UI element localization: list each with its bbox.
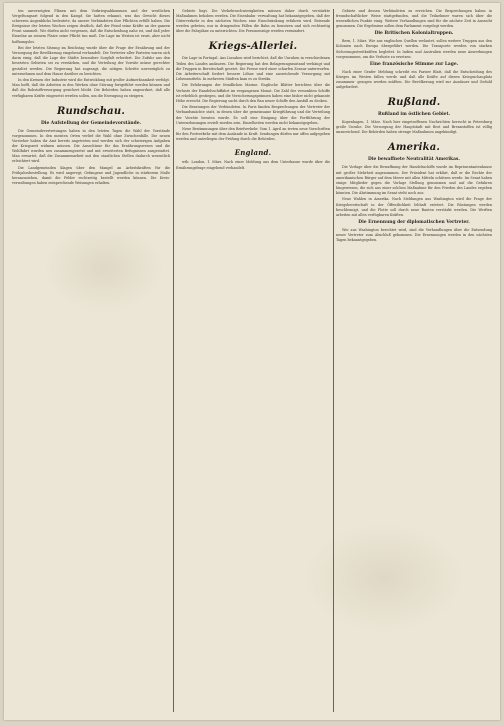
article-paragraph bbox=[12, 9, 170, 45]
text-line: für die Frühjahrsbestellung. Es wird angeregt, Gefangene bbox=[12, 165, 170, 175]
article-paragraph bbox=[336, 9, 492, 29]
text-line: Die Erfahrungen der feindlichen Marine. Englische Blätter bbox=[182, 83, 293, 88]
text-line: die Felder rechtzeitig bestellt werden können. Die Kreis- bbox=[55, 175, 170, 180]
text-line: haben angeordnet, daß alle verfügbaren Kräfte eingesetzt bbox=[12, 88, 170, 98]
text-line: großer Aufmerksamkeit verfolgt. Man hofft, daß die Arbeiten bbox=[12, 78, 170, 88]
text-line: fordert bessere Löhne und eine ausreichende Versorgung bbox=[212, 71, 322, 76]
text-line: wurden neu zusammengesetzt und mit erweiterten Befugnissen bbox=[30, 148, 146, 153]
column-divider bbox=[173, 9, 174, 712]
section-heading: England. bbox=[234, 148, 272, 158]
text-line: muß. Die Lage im Westen ist ernst, aber nicht hoffnungslos. bbox=[12, 34, 170, 44]
text-line: Bei der letzten Sitzung im Reichstag wurde über die Frage bbox=[18, 46, 127, 51]
text-line: Auslande in Kraft. Sendungen dürfen nur offen aufgegeben bbox=[227, 132, 330, 137]
text-line: treten neue Vorschriften für den Postverkehr mit dem bbox=[176, 127, 330, 137]
text-line: haben in freundschaftlicher Weise stattgefunden, und die bbox=[336, 9, 492, 19]
text-line: bedeutete, da unsere Verbündeten ihre Pflichten erfüllt bbox=[52, 19, 150, 24]
article-paragraph bbox=[336, 197, 492, 217]
article-subheading: Die Aufstellung der Gemeindevorstände. bbox=[40, 120, 142, 126]
text-line: sollen weitere Truppen aus den Kolonien nach Europa bbox=[336, 39, 492, 49]
text-line: der westlichen Vergeltungsart folgend in den Kampf. Sie bbox=[12, 9, 170, 19]
text-line: Neue Wahlen in Amerika. Nach Meldungen aus Washington bbox=[342, 197, 454, 202]
text-line: Die Behörden haben strenge Maßnahmen angekündigt. bbox=[361, 130, 458, 135]
text-line: könnten. Die Abstimmung im Senat steht noch aus. bbox=[336, 190, 425, 195]
text-line: und daß jeder Einzelne an seinem Platze seine Pflicht tun bbox=[12, 29, 170, 39]
text-line: der Ernährung und der Versorgung der Bevölkerung eingehend bbox=[12, 46, 170, 56]
text-line: und die Verteilung der Vorräte müsse gerechter gestaltet bbox=[12, 61, 170, 71]
text-line: im Repräsentantenhause mit großer Mehrheit angenommen. bbox=[336, 165, 492, 175]
text-line: Hauptstadt mit Brot und Brennstoffen ist völlig unzureichend. bbox=[336, 125, 492, 135]
text-line: verlief die Wahl ohne Zwischenfälle. Die neuen Vorsteher bbox=[12, 133, 170, 143]
article-paragraph bbox=[176, 83, 330, 103]
text-line: werden. Die Regierung hat zugesagt, die nötigen Schritte bbox=[29, 66, 139, 71]
text-line: durch verstärkte Maßnahmen behoben werden. Die Eisenbahn- bbox=[176, 9, 330, 19]
text-line: Die Zufuhr aus den besetzten Gebieten sei zu verstärken, bbox=[12, 56, 170, 66]
text-line: Der Präsident hat erklärt, daß er die Rechte der amerikanischen bbox=[336, 170, 492, 180]
text-line: berichten über die Verluste der Handelsschiffahrt im bbox=[176, 83, 330, 93]
section-heading: Rußland. bbox=[387, 97, 441, 109]
text-line: genommen. Die Ergebnisse sollen dem Parlament vorgelegt werden. bbox=[336, 24, 455, 29]
article-paragraph bbox=[12, 46, 170, 77]
text-line: den nächsten Wochen eine Einschränkung erfahren wird. bbox=[206, 19, 313, 24]
text-line: der Vertreter der Verbandsmächte statt, in denen über die bbox=[176, 105, 330, 115]
text-line: lebhaft erörtert. Die Rüstungen werden beschleunigt, bbox=[336, 202, 492, 212]
text-line: Reisende werden gebeten, nur in dringenden Fällen die bbox=[176, 19, 330, 29]
text-line: Die Ausschüsse für das Ernährungswesen und die Wohlfahrt bbox=[12, 143, 170, 153]
text-line: und Jugendliche in stärkerem Maße heranzuziehen, damit bbox=[12, 170, 170, 180]
text-line: mit Lebensmitteln. In mehreren Städten kam es zu Streiks. bbox=[176, 71, 330, 81]
article-subheading: Die Ernennung der diplomatischen Vertreter. bbox=[358, 219, 470, 225]
text-line: Die Lage in Portugal. Aus Lissabon wird berichtet, daß bbox=[182, 56, 277, 61]
column-2 bbox=[176, 9, 330, 712]
text-line: Bahn zu benutzen und sich rechtzeitig über die Fahrpläne bbox=[176, 24, 330, 34]
text-line: einer scharfen Zensur unterworfen. Die Arbeiterschaft bbox=[176, 66, 330, 76]
article-paragraph bbox=[336, 228, 492, 243]
text-line: ausgestattet. Man erwartet, daß die Zusammenarbeit mit bbox=[12, 148, 170, 159]
text-line: herrscht in Petersburg große Unruhe. Die Versorgung der bbox=[336, 120, 492, 130]
article-paragraph bbox=[176, 127, 330, 142]
text-line: hatten erkannt, was das Gewicht dieses schweren Augenblicks bbox=[12, 14, 170, 24]
text-line: In den Kreisen der Industrie wird die Entwicklung mit bbox=[18, 78, 113, 83]
section-heading: Amerika. bbox=[387, 142, 441, 154]
text-line: Teilnehmer waren sich über die wesentlichen Punkte einig. bbox=[336, 14, 492, 24]
text-line: und Geduld aufgefordert. bbox=[336, 79, 492, 90]
article-paragraph bbox=[12, 166, 170, 186]
text-line: Kopenhagen, 1. März. Nach hier eingetroffenen Nachrichten bbox=[342, 120, 451, 125]
text-line: schwierigen Aufgaben der Kriegszeit widmen müssen. bbox=[12, 138, 170, 148]
text-line: die Unruhen in verschiedenen Teilen des Landes andauern. bbox=[176, 56, 330, 66]
text-line: in den Werken ohne Störung fortgeführt werden können und bbox=[62, 83, 170, 88]
text-line: Die Werften arbeiten mit allen verfügbaren Kräften. bbox=[336, 207, 492, 217]
text-line: Wir dürfen nicht vergessen, daß die Entscheidung nahe ist, bbox=[39, 29, 145, 34]
article-paragraph bbox=[176, 105, 330, 125]
text-line: werden neue Anwerbungen vorgenommen, um die Verluste zu ersetzen. bbox=[336, 49, 492, 59]
text-line: gemeinsame Kriegführung und die Verteilung der Vorräte bbox=[176, 110, 330, 120]
article-paragraph bbox=[12, 78, 170, 98]
text-line: und die Flotte soll durch neue Bauten verstärkt werden. bbox=[361, 207, 468, 212]
section-heading: Rundschau. bbox=[56, 105, 126, 117]
text-line: zu unterrichten. Die Personenzüge werden vermindert. bbox=[209, 29, 306, 34]
text-line: Gebiete liegt. Die Verkehrsschwierigkeiten müssen daher bbox=[182, 9, 295, 13]
section-heading: Kriegs-Allerlei. bbox=[208, 41, 298, 53]
text-line: den staatlichen Stellen dadurch wesentlich erleichtert wird. bbox=[12, 154, 170, 164]
text-line: Wahl der Vorstände vorgenommen. In den meisten Orten bbox=[12, 128, 170, 138]
article-subheading: Die Britischen Kolonialtruppen. bbox=[374, 31, 454, 37]
text-line: Sicherungsstreitkräften begleitet. In Indien und Australien bbox=[336, 49, 442, 54]
text-line: wtb. London, 1. März. Nach einer Meldung aus dem Unterhause bbox=[182, 160, 301, 165]
text-line: haben. Die Ereignisse der letzten Wochen zeigen deutlich, bbox=[12, 19, 170, 29]
text-line: über die Entsendung neuer Vertreter zum Abschluß gekommen. bbox=[336, 227, 492, 237]
text-line: Neue Bestimmungen über den Briefverkehr. Vom 1. April an bbox=[182, 127, 287, 132]
text-line: übergeführt werden. Die Transporte werden von starken bbox=[381, 44, 492, 49]
text-line: genommen und auf die Gefahren hingewiesen, die sich aus bbox=[336, 180, 492, 190]
article-subheading: Die bewaffnete Neutralität Amerikas. bbox=[368, 157, 460, 163]
text-line: gezogen werden müßten. Die Bevölkerung wird zur Ausdauer bbox=[357, 79, 470, 84]
text-line: werden nicht bekanntgegeben. bbox=[265, 120, 319, 125]
text-line: daß der Feind seine Kräfte an der ganzen Front sammelt. bbox=[12, 24, 170, 34]
article-paragraph bbox=[336, 165, 492, 196]
text-line: Die Landgemeinden klagen über den Mangel an Arbeitskräften bbox=[18, 165, 151, 170]
text-line: Wie aus Washington berichtet wird, sind die Verhandlungen bbox=[342, 227, 452, 232]
text-line: Im Senat haben einige Mitglieder gegen die Vorlage Stellung bbox=[336, 175, 492, 185]
text-line: Bürger auf dem Meere mit allen Mitteln schützen werde. bbox=[364, 175, 464, 180]
text-line: der Unternehmungen erzielt worden sein. Einzelheiten bbox=[176, 115, 330, 125]
text-line: Die Beratungen der Verbündeten. In Paris fanden Besprechungen bbox=[182, 105, 299, 110]
article-paragraph bbox=[176, 9, 330, 34]
text-line: Die Ernennungen werden in den nächsten Tagen bekanntgegeben. bbox=[336, 232, 492, 243]
text-line: einig, daß die Lage der Städte besondere Sorgfalt erfordert. bbox=[22, 56, 133, 61]
column-divider bbox=[333, 9, 334, 712]
text-line: einer solchen Maßnahme für den Frieden des Landes ergeben bbox=[382, 185, 492, 190]
text-line: daß die Entscheidung des Krieges im Westen fallen werde bbox=[336, 69, 492, 79]
text-line: verwaltung hat bekanntgegeben, daß der Güterverkehr in bbox=[176, 14, 330, 24]
article-paragraph bbox=[336, 70, 492, 90]
text-line: daß die Rohstoffversorgung gesichert bleibt. Die Behörden bbox=[12, 88, 119, 93]
newspaper-page bbox=[4, 3, 500, 720]
article-paragraph bbox=[336, 39, 492, 59]
article-paragraph bbox=[12, 129, 170, 165]
text-line: sucht durch den Bau neuer Schiffe den Ausfall zu decken. bbox=[228, 98, 328, 103]
text-line: ten unverzeigten Plänen mit dem Vorkriegsabkommen und bbox=[18, 9, 138, 13]
text-line: Weitere Verhandlungen sind für die nächste Zeit in Aussicht bbox=[384, 19, 492, 24]
text-line: wurde über die Ernährungsfrage eingehend verhandelt. bbox=[176, 160, 330, 170]
article-paragraph bbox=[336, 120, 492, 135]
text-line: Gebiete und dessen Verbündeten zu erreichen. Die Besprechungen bbox=[342, 9, 472, 13]
text-line: beraten wurde. Es soll eine Einigung über die Fortführung bbox=[201, 115, 321, 120]
text-line: eine bisher nicht gekannte Höhe erreicht. Die Regierung bbox=[176, 93, 330, 103]
text-line: verhandelt. Die Vertreter aller Parteien waren sich darin bbox=[12, 51, 170, 61]
text-line: Die Regierung hat den Belagerungszustand verhängt und bbox=[228, 61, 330, 66]
article-paragraph bbox=[176, 56, 330, 81]
text-line: Nach einer Genfer Meldung schreibt ein Pariser Blatt, bbox=[342, 69, 443, 74]
text-line: Bern, 1. März. Wie aus englischen Quellen verlautet, bbox=[342, 39, 436, 44]
article-subheading: Rußland im östlichen Gebiet. bbox=[377, 112, 451, 118]
text-line: werden und unterliegen der Prüfung durch die Behörden. bbox=[176, 137, 276, 142]
text-line: unverzüglich zu unternehmen und dem Hause darüber zu berichten. bbox=[12, 66, 170, 76]
text-line: Die Vorlage über die Bewaffnung der Handelsschiffe wurde bbox=[342, 165, 448, 170]
column-1 bbox=[12, 9, 170, 712]
text-line: werden sollen, um die Erzeugung zu steigern. bbox=[64, 93, 145, 98]
text-line: erheblich gestiegen, und die Versicherungsprämien haben bbox=[181, 93, 283, 98]
text-line: die Truppen in Bereitschaft gesetzt. Die Presse wird bbox=[176, 66, 267, 71]
text-line: haben ihr Amt bereits angetreten und werden sich der bbox=[30, 138, 130, 143]
article-paragraph bbox=[176, 160, 330, 170]
text-line: wird die Frage der Kriegsbereitschaft in der Öffentlichkeit bbox=[336, 197, 492, 207]
column-3 bbox=[336, 9, 492, 712]
text-line: vergangenen Monat. Die Zahl der versenkten Schiffe ist bbox=[176, 88, 330, 98]
text-line: und daß alle Kräfte auf diesen Kriegsschauplatz zusammen- bbox=[336, 74, 492, 84]
text-line: verwaltungen haben entsprechende Weisungen erhalten. bbox=[12, 181, 111, 186]
article-subheading: Eine französische Stimme zur Lage. bbox=[369, 61, 459, 67]
text-line: Die Gemeindevertretungen haben in den letzten Tagen die bbox=[18, 128, 131, 133]
